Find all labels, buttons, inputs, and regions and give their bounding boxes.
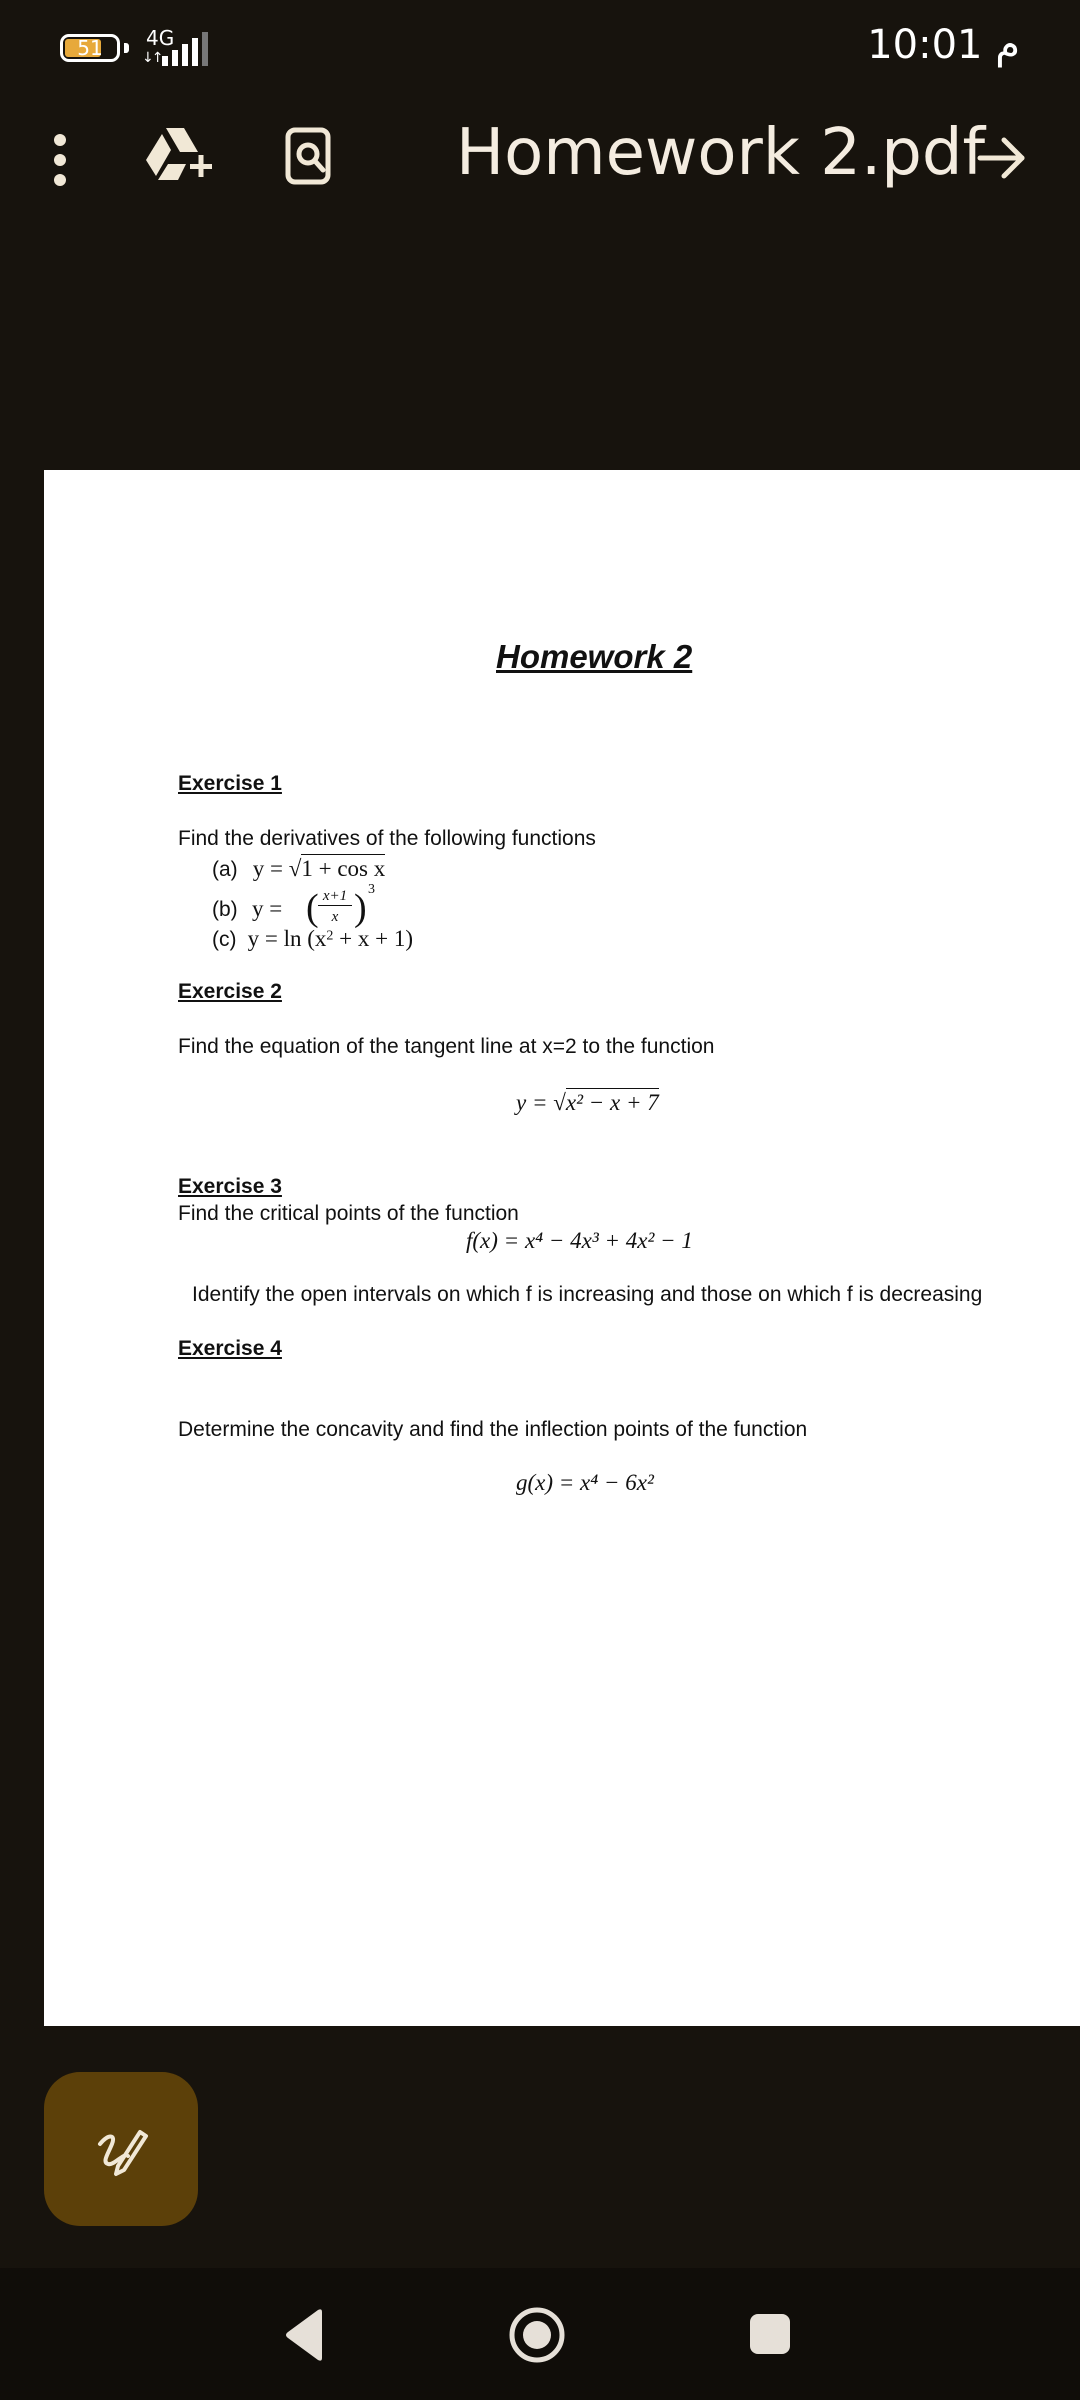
item-b-denominator: x bbox=[331, 909, 339, 925]
pdf-page[interactable] bbox=[44, 470, 1080, 2026]
exercise-1-item-a bbox=[212, 856, 385, 882]
exercise-2-formula-radicand: x² − x + 7 bbox=[565, 1090, 659, 1115]
status-bar bbox=[0, 0, 1080, 100]
exercise-1-heading: Exercise 1 bbox=[178, 772, 282, 795]
arrow-right-icon[interactable] bbox=[976, 134, 1028, 182]
annotate-pen-icon bbox=[94, 2122, 150, 2178]
item-b-label: (b) bbox=[212, 898, 238, 921]
exercise-2-prompt: Find the equation of the tangent line at x=2 to the function bbox=[178, 1035, 715, 1058]
item-b-numerator: x+1 bbox=[318, 888, 352, 906]
exercise-1-prompt: Find the derivatives of the following functions bbox=[178, 827, 596, 850]
item-b-prefix: y = bbox=[252, 896, 283, 921]
exercise-3-prompt: Find the critical points of the function bbox=[178, 1202, 519, 1225]
item-a-label: (a) bbox=[212, 858, 238, 881]
document-title: Homework 2.pdf bbox=[456, 116, 986, 190]
item-b-paren-open: ( bbox=[306, 887, 319, 929]
back-triangle-icon[interactable] bbox=[282, 2308, 326, 2362]
exercise-3-followup: Identify the open intervals on which f is increasing and those on which f is decreasing bbox=[192, 1283, 983, 1306]
item-a-radicand: 1 + cos x bbox=[301, 856, 386, 881]
homework-title: Homework 2 bbox=[496, 638, 693, 675]
exercise-2-formula bbox=[516, 1090, 659, 1116]
item-a-prefix: y = √ bbox=[252, 856, 302, 881]
battery-level: 51 bbox=[77, 36, 103, 60]
item-c-label: (c) bbox=[212, 928, 237, 951]
battery-icon bbox=[60, 34, 120, 62]
item-c-expr-part1: y = ln (x bbox=[247, 926, 327, 951]
search-document-icon[interactable] bbox=[284, 126, 336, 186]
exercise-2-heading: Exercise 2 bbox=[178, 980, 282, 1003]
exercise-4-heading: Exercise 4 bbox=[178, 1337, 282, 1360]
home-circle-icon[interactable] bbox=[508, 2306, 566, 2364]
top-toolbar bbox=[0, 100, 1080, 220]
more-vertical-icon[interactable] bbox=[44, 130, 76, 190]
item-b-exponent: 3 bbox=[368, 882, 375, 897]
clock: م 10:01 bbox=[867, 22, 1020, 68]
exercise-3-formula: f(x) = x⁴ − 4x³ + 4x² − 1 bbox=[466, 1228, 693, 1253]
signal-strength-icon bbox=[160, 32, 210, 66]
recents-square-icon[interactable] bbox=[748, 2312, 792, 2356]
drive-add-icon[interactable] bbox=[144, 124, 214, 188]
navigation-bar bbox=[0, 2268, 1080, 2400]
item-c-expr-part2: + x + 1) bbox=[333, 926, 413, 951]
item-b-paren-close: ) bbox=[354, 887, 367, 929]
annotate-button[interactable] bbox=[44, 2072, 198, 2226]
exercise-4-prompt: Determine the concavity and find the inflection points of the function bbox=[178, 1418, 808, 1441]
exercise-1-item-c bbox=[212, 926, 413, 952]
exercise-2-formula-prefix: y = √ bbox=[516, 1090, 566, 1115]
exercise-3-heading: Exercise 3 bbox=[178, 1175, 282, 1198]
network-activity-icon: ↓↑ bbox=[142, 50, 162, 66]
exercise-4-formula: g(x) = x⁴ − 6x² bbox=[516, 1470, 654, 1495]
battery-tip bbox=[124, 43, 129, 53]
item-c-exponent: 2 bbox=[326, 928, 334, 944]
network-type: 4G bbox=[146, 26, 175, 50]
